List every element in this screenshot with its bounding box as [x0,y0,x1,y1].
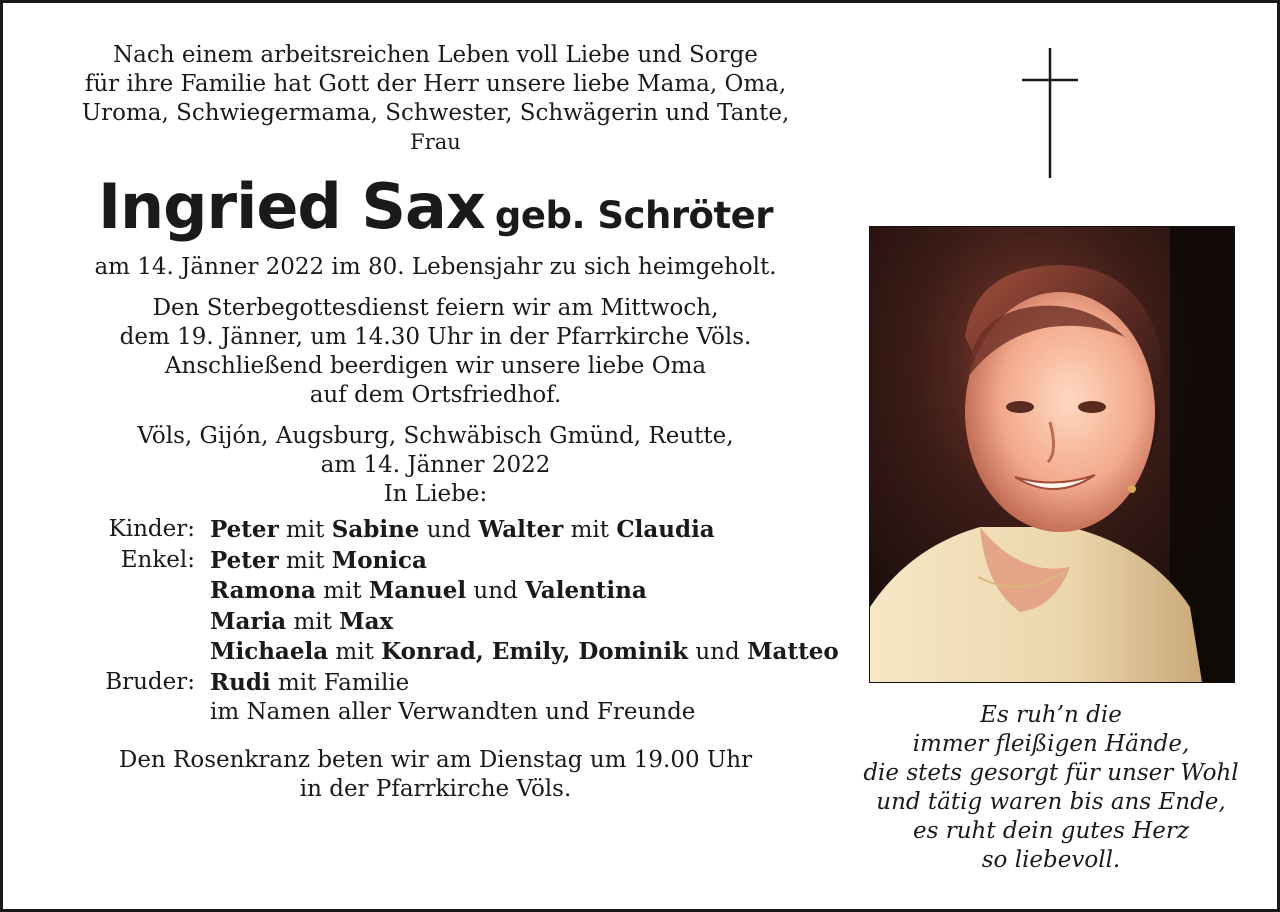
rosary-line: in der Pfarrkirche Völs. [299,775,572,802]
service-line: Anschließend beerdigen wir unsere liebe Oma [164,353,707,379]
deceased-name [73,169,798,245]
salutation: Frau [410,130,461,154]
memorial-verse [851,701,1251,875]
mourners-row-grandchildren [73,576,798,607]
verse-line: die stets gesorgt für unser Wohl [863,760,1239,786]
mourners-names: Ramona mit Manuel und Valentina [210,577,647,604]
mourners-label: Kinder: [108,516,195,542]
verse-line: immer fleißigen Hände, [912,731,1190,757]
place-line: am 14. Jänner 2022 [320,452,551,478]
mourners-label: Enkel: [120,546,195,573]
portrait-image [870,227,1234,682]
portrait-photo [869,226,1235,683]
service-line: auf dem Ortsfriedhof. [309,382,562,408]
mourners-row-others [73,698,798,728]
verse-line: und tätig waren bis ans Ende, [876,789,1226,815]
mourners-names: Michaela mit Konrad, Emily, Dominik und Matteo [210,638,839,665]
rosary-text [73,746,798,804]
maiden-name: geb. Schröter [494,194,774,237]
mourners-row-brother [73,668,798,699]
mourners-list [73,515,839,728]
service-line: dem 19. Jänner, um 14.30 Uhr in der Pfarrkirche Völs. [119,324,752,350]
funeral-service-text [73,294,798,410]
in-love-heading: In Liebe: [383,481,488,507]
mourners-names: im Namen aller Verwandten und Freunde [210,699,696,725]
service-line: Den Sterbegottesdienst feiern wir am Mittwoch, [152,295,719,321]
intro-line: Uroma, Schwiegermama, Schwester, Schwägerin und Tante, [81,100,790,126]
mourners-names: Peter mit Monica [210,546,427,574]
intro-line: Nach einem arbeitsreichen Leben voll Liebe und Sorge [113,42,758,68]
mourners-row-grandchildren [73,546,798,577]
mourners-row-grandchildren [73,637,839,668]
intro-text [73,41,798,128]
mourners-label: Bruder: [105,668,195,695]
intro-line: für ihre Familie hat Gott der Herr unsere liebe Mama, Oma, [84,71,787,97]
mourners-names: Maria mit Max [210,607,394,635]
mourners-row-children [73,515,798,546]
place-line: Völs, Gijón, Augsburg, Schwäbisch Gmünd, Reutte, [137,423,734,449]
verse-line: Es ruh’n die [980,702,1122,728]
mourners-names: Rudi mit Familie [210,668,410,696]
latin-cross-icon [1022,48,1078,178]
verse-line: es ruht dein gutes Herz [913,818,1189,844]
rosary-line: Den Rosenkranz beten wir am Dienstag um 19.00 Uhr [118,746,753,773]
name: Ingried Sax [97,170,485,243]
verse-line: so liebevoll. [981,847,1121,873]
death-date-line: am 14. Jänner 2022 im 80. Lebensjahr zu sich heimgeholt. [94,254,777,280]
mourners-names: Peter mit Sabine und Walter mit Claudia [210,516,715,543]
place-date-text [73,422,798,480]
obituary-text [73,41,839,804]
mourners-row-grandchildren [73,607,798,638]
